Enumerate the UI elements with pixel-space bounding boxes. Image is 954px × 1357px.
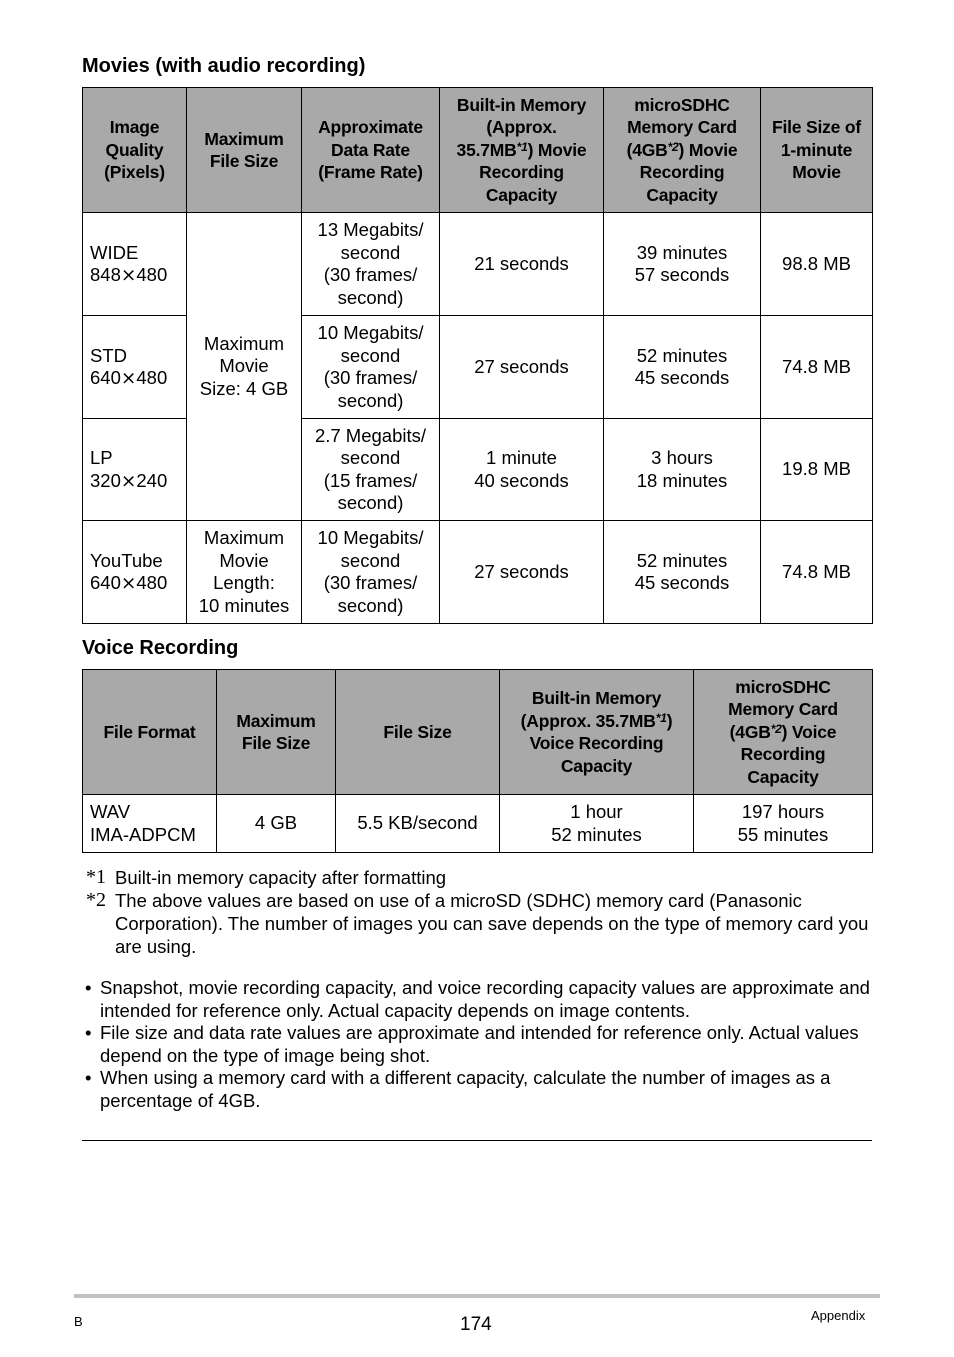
- footnote-ref: *1: [655, 710, 667, 725]
- footnotes: [82, 866, 872, 958]
- list-item-text: File size and data rate values are approximate and intended for reference only. Actual values depend on the type of image being shot.: [100, 1022, 859, 1066]
- header-minute-file-size: File Size of 1-minute Movie: [761, 88, 873, 213]
- footer-left-mark: B: [74, 1314, 83, 1329]
- cell-max-size: Maximum Movie Size: 4 GB: [187, 213, 302, 521]
- cell-quality: LP 320⨯240: [83, 419, 187, 521]
- cell-builtin: 27 seconds: [440, 316, 604, 419]
- footnote-ref: *2: [770, 721, 782, 736]
- cell-quality: YouTube 640⨯480: [83, 521, 187, 624]
- cell-builtin: 1 hour 52 minutes: [500, 795, 694, 853]
- list-item: [82, 977, 872, 1022]
- footnote: [82, 889, 872, 958]
- cell-size: 74.8 MB: [761, 521, 873, 624]
- header-builtin-capacity: Built-in Memory (Approx. 35.7MB$^{*1}$) Voice Recording Capacity: [500, 670, 694, 795]
- cell-builtin: 1 minute 40 seconds: [440, 419, 604, 521]
- bullet-icon: •: [85, 1022, 92, 1043]
- table-row: [83, 521, 873, 624]
- cell-rate: 10 Megabits/ second (30 frames/ second): [302, 316, 440, 419]
- cell-format: WAV IMA-ADPCM: [83, 795, 217, 853]
- footnote-text: The above values are based on use of a microSD (SDHC) memory card (Panasonic Corporation). The number of images you can save depends on the type of memory card you are using.: [115, 890, 869, 957]
- voice-table: [82, 669, 873, 853]
- header-file-size: File Size: [336, 670, 500, 795]
- section-divider: [82, 1140, 872, 1141]
- movies-heading: Movies (with audio recording): [82, 55, 366, 77]
- page-number: 174: [460, 1314, 492, 1335]
- cell-builtin: 21 seconds: [440, 213, 604, 316]
- list-item-text: When using a memory card with a different capacity, calculate the number of images as a percentage of 4GB.: [100, 1067, 831, 1111]
- header-max-file-size: Maximum File Size: [187, 88, 302, 213]
- movies-table: [82, 87, 873, 624]
- cell-card: 52 minutes 45 seconds: [604, 521, 761, 624]
- header-file-format: File Format: [83, 670, 217, 795]
- list-item-text: Snapshot, movie recording capacity, and voice recording capacity values are approximate and intended for reference only. Actual capacity depends on image contents.: [100, 977, 870, 1021]
- list-item: [82, 1067, 872, 1112]
- bullet-icon: •: [85, 977, 92, 998]
- header-builtin-capacity: Built-in Memory (Approx. 35.7MB$^{*1}$) Movie Recording Capacity: [440, 88, 604, 213]
- cell-size: 19.8 MB: [761, 419, 873, 521]
- list-item: [82, 1022, 872, 1067]
- cell-quality: WIDE 848⨯480: [83, 213, 187, 316]
- cell-rate: 13 Megabits/ second (30 frames/ second): [302, 213, 440, 316]
- bullet-icon: •: [85, 1067, 92, 1088]
- cell-card: 52 minutes 45 seconds: [604, 316, 761, 419]
- movies-header-row: [83, 88, 873, 213]
- header-max-file-size: Maximum File Size: [217, 670, 336, 795]
- footnote: [82, 866, 872, 889]
- footnote-text: Built-in memory capacity after formatting: [115, 867, 447, 888]
- cell-card: 39 minutes 57 seconds: [604, 213, 761, 316]
- cell-max-size: 4 GB: [217, 795, 336, 853]
- footnote-mark: *1: [86, 866, 106, 888]
- header-card-capacity: microSDHC Memory Card (4GB$^{*2}$) Movie Recording Capacity: [604, 88, 761, 213]
- table-row: [83, 213, 873, 316]
- footnote-ref: *2: [667, 139, 679, 154]
- notes-list: [82, 977, 872, 1112]
- voice-header-row: [83, 670, 873, 795]
- cell-file-size: 5.5 KB/second: [336, 795, 500, 853]
- cell-rate: 10 Megabits/ second (30 frames/ second): [302, 521, 440, 624]
- cell-size: 74.8 MB: [761, 316, 873, 419]
- table-row: [83, 795, 873, 853]
- header-card-capacity: microSDHC Memory Card (4GB$^{*2}$) Voice Recording Capacity: [694, 670, 873, 795]
- footer-bar: [74, 1294, 880, 1298]
- cell-size: 98.8 MB: [761, 213, 873, 316]
- footnote-ref: *1: [516, 139, 528, 154]
- header-data-rate: Approximate Data Rate (Frame Rate): [302, 88, 440, 213]
- voice-heading: Voice Recording: [82, 637, 239, 659]
- cell-card: 3 hours 18 minutes: [604, 419, 761, 521]
- cell-card: 197 hours 55 minutes: [694, 795, 873, 853]
- footer-section: Appendix: [811, 1308, 866, 1323]
- cell-rate: 2.7 Megabits/ second (15 frames/ second): [302, 419, 440, 521]
- cell-max-size: Maximum Movie Length: 10 minutes: [187, 521, 302, 624]
- cell-builtin: 27 seconds: [440, 521, 604, 624]
- footnote-mark: *2: [86, 889, 106, 911]
- header-image-quality: Image Quality (Pixels): [83, 88, 187, 213]
- cell-quality: STD 640⨯480: [83, 316, 187, 419]
